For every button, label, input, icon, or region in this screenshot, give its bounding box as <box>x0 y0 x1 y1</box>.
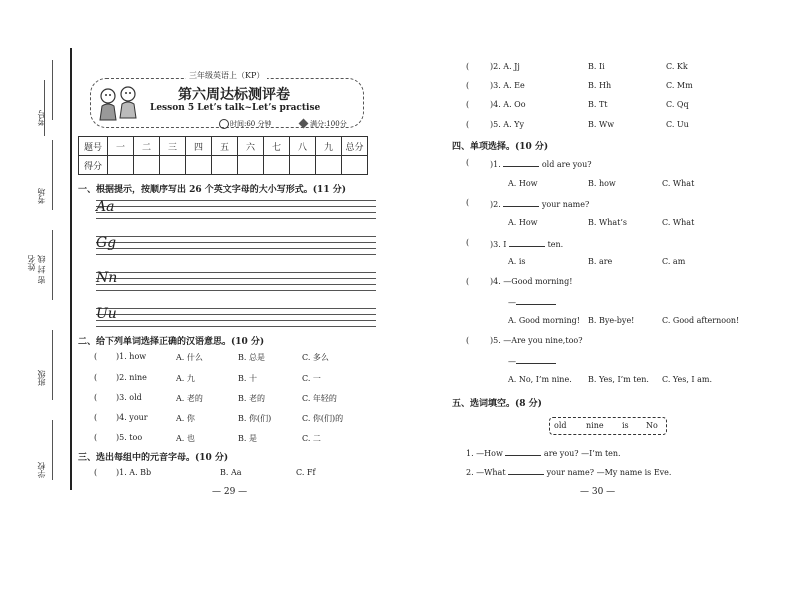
option-c: C. 你(们)的 <box>302 414 344 423</box>
score-entry[interactable] <box>290 156 316 175</box>
option-a: A. 你 <box>176 414 195 423</box>
guide-line <box>96 242 376 243</box>
margin-rule <box>52 140 53 210</box>
score-cell: 四 <box>186 137 212 156</box>
question-number: )2. nine <box>116 373 147 382</box>
margin-label-school: 学校 <box>37 462 46 478</box>
guide-line <box>96 278 376 279</box>
score-entry[interactable] <box>186 156 212 175</box>
option-c: C. Mm <box>666 81 693 90</box>
option-a: A. Good morning! <box>508 316 580 325</box>
guide-line <box>96 314 376 315</box>
margin-label-exam-no: 考号 <box>37 110 46 126</box>
word-bank <box>549 417 667 435</box>
blank-field[interactable] <box>503 198 539 207</box>
word-bank-item: nine <box>586 421 604 430</box>
option-c: C. 一 <box>302 374 321 383</box>
blank-field[interactable] <box>508 466 544 475</box>
question-number: )1. how <box>116 352 147 361</box>
score-cell: 八 <box>290 137 316 156</box>
margin-rule <box>52 60 53 120</box>
option-b: B. Hh <box>588 81 612 90</box>
score-table-header-row <box>79 137 368 156</box>
option-a: A. 什么 <box>176 353 203 362</box>
option-c: C. What <box>662 179 695 188</box>
guide-line <box>96 200 376 201</box>
option-b: B. how <box>588 179 616 188</box>
guide-line <box>96 272 376 273</box>
score-cell: 五 <box>212 137 238 156</box>
margin-label-class: 班级 <box>37 370 46 386</box>
option-a: A. is <box>508 257 526 266</box>
question-suffix: your name? <box>541 200 590 209</box>
score-cell: 七 <box>264 137 290 156</box>
score-entry[interactable] <box>316 156 342 175</box>
score-cell: 总分 <box>342 137 368 156</box>
page-title: 第六周达标测评卷 <box>178 87 290 103</box>
guide-line <box>96 290 376 291</box>
score-cell: 题号 <box>79 137 108 156</box>
question-suffix: ten. <box>547 240 564 249</box>
guide-line <box>96 326 376 327</box>
guide-line <box>96 236 376 237</box>
question-number: )3. old <box>116 393 142 402</box>
guide-line <box>96 320 376 321</box>
option-c: C. Yes, I am. <box>662 375 713 384</box>
option-b: B. Ii <box>588 62 605 71</box>
option-a: A. How <box>508 179 538 188</box>
question-text: )4. —Good morning! <box>490 277 573 286</box>
sentence-prefix: 1. —How <box>466 449 503 458</box>
score-cell: 九 <box>316 137 342 156</box>
dash: — <box>508 298 516 307</box>
section4-title: 四、单项选择。(10 分) <box>452 142 549 152</box>
fill-sentence-1 <box>466 447 621 458</box>
score-cell: 一 <box>108 137 134 156</box>
guide-line <box>96 218 376 219</box>
option-b: B. 十 <box>238 374 257 383</box>
answer-paren[interactable]: ( <box>94 373 98 382</box>
margin-label-seal: 密 封 线 <box>37 255 46 285</box>
answer-paren[interactable]: ( <box>466 277 470 286</box>
option-c: C. Qq <box>666 100 689 109</box>
answer-paren[interactable]: ( <box>466 238 470 247</box>
sample-letter: Aa <box>96 199 115 215</box>
question-number: )2. A. Jj <box>490 62 520 71</box>
sentence-suffix: are you? —I’m ten. <box>543 449 621 458</box>
answer-paren[interactable]: ( <box>94 413 98 422</box>
word-bank-item: old <box>554 421 567 430</box>
margin-rule <box>52 230 53 300</box>
binding-line <box>70 48 72 490</box>
answer-paren[interactable]: ( <box>466 198 470 207</box>
answer-paren[interactable]: ( <box>466 158 470 167</box>
sentence-suffix: your name? —My name is Eve. <box>546 468 672 477</box>
word-bank-item: is <box>622 421 629 430</box>
sample-letter: Uu <box>96 306 117 322</box>
question-number: )4. your <box>116 413 148 422</box>
guide-line <box>96 284 376 285</box>
answer-paren[interactable]: ( <box>466 100 470 109</box>
answer-paren[interactable]: ( <box>466 336 470 345</box>
option-c: C. Kk <box>666 62 688 71</box>
answer-paren[interactable]: ( <box>94 393 98 402</box>
option-c: C. Good afternoon! <box>662 316 740 325</box>
option-c: C. 多么 <box>302 353 329 362</box>
fill-sentence-2 <box>466 466 671 477</box>
option-c: C. 年轻的 <box>302 394 337 403</box>
word-bank-item: No <box>646 421 658 430</box>
score-cell: 二 <box>134 137 160 156</box>
option-b: B. Ww <box>588 120 615 129</box>
score-entry[interactable] <box>108 156 134 175</box>
clock-icon <box>219 119 229 129</box>
guide-line <box>96 308 376 309</box>
grade-label: 三年级英语上（KP） <box>186 70 267 81</box>
question-number: )5. too <box>116 433 143 442</box>
question-number: )3. A. Ee <box>490 81 525 90</box>
question-prefix: )3. I <box>490 240 507 249</box>
score-table <box>78 136 368 175</box>
option-b: B. Tt <box>588 100 608 109</box>
answer-paren[interactable]: ( <box>94 433 98 442</box>
score-cell: 三 <box>160 137 186 156</box>
answer-line <box>508 355 556 366</box>
guide-line <box>96 254 376 255</box>
margin-label-exam-room: 考场 <box>37 188 46 204</box>
option-b: B. 老的 <box>238 394 265 403</box>
blank-field[interactable] <box>516 355 556 364</box>
dash: — <box>508 357 516 366</box>
guide-line <box>96 248 376 249</box>
section3-title: 三、选出每组中的元音字母。(10 分) <box>78 453 229 463</box>
option-c: C. Uu <box>666 120 689 129</box>
lesson-title: Lesson 5 Let’s talk~Let’s practise <box>150 103 321 113</box>
answer-paren[interactable]: ( <box>466 120 470 129</box>
score-row-label: 得分 <box>79 156 108 175</box>
cartoon-kids-image <box>94 84 144 124</box>
blank-field[interactable] <box>505 447 541 456</box>
score-entry[interactable] <box>160 156 186 175</box>
page-number-left: — 29 — <box>212 487 248 497</box>
time-limit: 时间:60 分钟 <box>230 120 272 128</box>
option-c: C. Ff <box>296 468 316 477</box>
question-prefix: )1. <box>490 160 501 169</box>
option-a: A. 老的 <box>176 394 203 403</box>
option-a: A. 九 <box>176 374 195 383</box>
answer-paren[interactable]: ( <box>94 468 98 477</box>
option-b: B. Yes, I’m ten. <box>588 375 649 384</box>
option-a: A. How <box>508 218 538 227</box>
guide-line <box>96 206 376 207</box>
page-number-right: — 30 — <box>580 487 616 497</box>
score-entry[interactable] <box>212 156 238 175</box>
option-a: A. No, I’m nine. <box>508 375 572 384</box>
option-c: C. 二 <box>302 434 321 443</box>
blank-field[interactable] <box>509 238 545 247</box>
margin-rule <box>52 330 53 400</box>
question-number: )4. A. Oo <box>490 100 526 109</box>
answer-paren[interactable]: ( <box>466 81 470 90</box>
margin-line-exam-no <box>44 80 45 136</box>
score-table-score-row <box>79 156 368 175</box>
score-entry[interactable] <box>264 156 290 175</box>
sample-letter: Gg <box>96 235 117 251</box>
score-entry[interactable] <box>342 156 368 175</box>
question-prefix: )2. <box>490 200 501 209</box>
option-b: B. 你(们) <box>238 414 272 423</box>
sample-letter: Nn <box>96 270 118 286</box>
option-b: B. 是 <box>238 434 257 443</box>
option-c: C. am <box>662 257 686 266</box>
question-text <box>490 158 592 169</box>
section2-title: 二、给下列单词选择正确的汉语意思。(10 分) <box>78 337 265 347</box>
option-b: B. What’s <box>588 218 627 227</box>
answer-paren[interactable]: ( <box>94 352 98 361</box>
answer-paren[interactable]: ( <box>466 62 470 71</box>
option-c: C. What <box>662 218 695 227</box>
section5-title: 五、选词填空。(8 分) <box>452 399 542 409</box>
option-b: B. Bye-bye! <box>588 316 635 325</box>
option-a: A. 也 <box>176 434 195 443</box>
answer-line <box>508 296 556 307</box>
score-entry[interactable] <box>238 156 264 175</box>
option-b: B. Aa <box>220 468 242 477</box>
guide-line <box>96 212 376 213</box>
option-b: B. are <box>588 257 613 266</box>
blank-field[interactable] <box>516 296 556 305</box>
section1-title: 一、根据提示，按顺序写出 26 个英文字母的大小写形式。(11 分) <box>78 185 346 195</box>
blank-field[interactable] <box>503 158 539 167</box>
question-suffix: old are you? <box>541 160 592 169</box>
margin-rule <box>52 420 53 480</box>
question-text <box>490 238 563 249</box>
question-number: )5. A. Yy <box>490 120 524 129</box>
margin-label-name: 姓名 <box>27 255 36 271</box>
full-score: 满分:100分 <box>310 120 347 128</box>
option-b: B. 总是 <box>238 353 265 362</box>
question-number: )1. A. Bb <box>116 468 152 477</box>
score-cell: 六 <box>238 137 264 156</box>
score-entry[interactable] <box>134 156 160 175</box>
question-text <box>490 198 589 209</box>
question-text: )5. —Are you nine,too? <box>490 336 583 345</box>
sentence-prefix: 2. —What <box>466 468 506 477</box>
